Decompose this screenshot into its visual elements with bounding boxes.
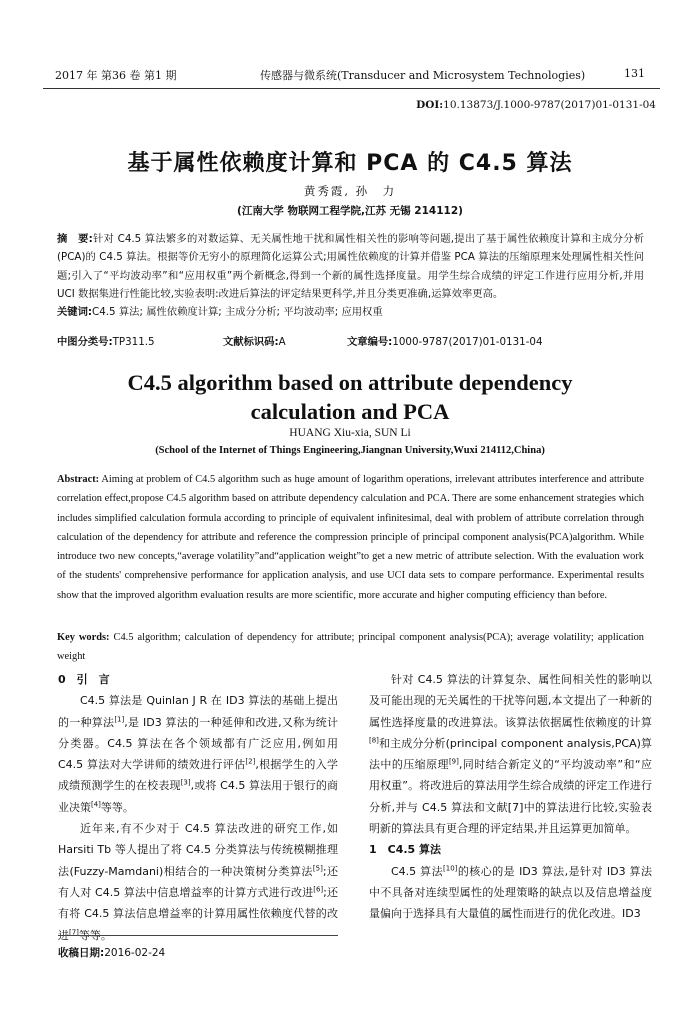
citation-7[interactable]: [7] bbox=[69, 927, 79, 936]
english-keywords-text: C4.5 algorithm; calculation of dependency for attribute; principal component analysis(PCA); average volatility; application weight bbox=[57, 632, 644, 663]
english-title-line2: calculation and PCA bbox=[250, 399, 450, 424]
page-number: 131 bbox=[624, 67, 645, 80]
chinese-title: 基于属性依赖度计算和 PCA 的 C4.5 算法 bbox=[127, 151, 573, 176]
english-title-line1: C4.5 algorithm based on attribute dependency bbox=[127, 370, 573, 395]
chinese-abstract-text: 针对 C4.5 算法繁多的对数运算、无关属性地干扰和属性相关性的影响等问题,提出了基于属性依赖度计算和主成分分析(PCA)的 C4.5 算法。根据等价无穷小的原理简化运算公式;用属性依赖度的计算并借鉴 PCA 算法的压缩原理来处理属性相关性问题;引入了“平均波动率”和“应用权重”两个新概念,得到一个新的属性选择度量。用学生综合成绩的评定工作进行应用分析,并用 UCI 数据集进行性能比较,实验表明:改进后算法的评定结果更科学,并且分类更准确,运算效率更高。 bbox=[57, 233, 644, 300]
citation-9[interactable]: [9] bbox=[448, 757, 459, 766]
english-abstract bbox=[57, 470, 644, 605]
english-abstract-text: Aiming at problem of C4.5 algorithm such as huge amount of logarithm operations, irrelevant attributes interference and attribute correlation effect,propose C4.5 algorithm based on attribute dependency calculation and PCA. There are some enhancement strategies which includes simplified calculation formula according to principle of equivalent infinitesimal, deal with problem of attribute correlation through calculation of the dependency for attribute and reference the compression principle of principal component analysis(PCA)algorithm. While introduce two new concepts,“average volatility”and“application weight”to get a new metric of attribute selection. With the evaluation work of the students' comprehensive performance for application analysis, and use UCI data sets to compare performance. Experimental results show that the improved algorithm evaluation results are more scientific, more accurate and higher computing efficiency than before. bbox=[57, 474, 644, 601]
citation-2[interactable]: [2] bbox=[245, 757, 256, 766]
received-label: 收稿日期: bbox=[58, 947, 105, 959]
chinese-abstract-label: 摘 要: bbox=[57, 233, 93, 245]
c45-paragraph-1: C4.5 算法[10]的核心的是 ID3 算法,是针对 ID3 算法中不具备对连续型属性的处理策略的缺点以及信息增益度量偏向于选择具有大量值的属性而进行的优化改进。ID3 bbox=[369, 864, 652, 921]
section-heading-c45: 1 C4.5 算法 bbox=[369, 843, 442, 857]
body-right-column bbox=[369, 669, 652, 925]
issue-info: 2017 年 第36 卷 第1 期 bbox=[55, 69, 177, 82]
doi-line bbox=[416, 99, 656, 111]
citation-6[interactable]: [6] bbox=[313, 885, 324, 894]
english-abstract-label: Abstract: bbox=[57, 474, 100, 485]
header-rule bbox=[43, 88, 660, 89]
running-header bbox=[55, 67, 645, 85]
doi-value: 10.13873/J.1000-9787(2017)01-0131-04 bbox=[443, 99, 656, 111]
received-value: 2016-02-24 bbox=[104, 947, 166, 959]
article-number: 文章编号:1000-9787(2017)01-0131-04 bbox=[347, 336, 543, 348]
chinese-keywords-label: 关键词: bbox=[57, 306, 93, 319]
citation-4[interactable]: [4] bbox=[91, 800, 101, 809]
english-authors: HUANG Xiu-xia, SUN Li bbox=[289, 427, 411, 439]
received-date bbox=[58, 945, 165, 960]
english-affiliation: (School of the Internet of Things Engineering,Jiangnan University,Wuxi 214112,China) bbox=[155, 445, 545, 456]
intro-paragraph-3: 针对 C4.5 算法的计算复杂、属性间相关性的影响以及可能出现的无关属性的干扰等问题,本文提出了一种新的属性选择度量的改进算法。该算法依据属性依赖度的计算[8]和主成分分析(principal component analysis,PCA)算法中的压缩原理[9],同时结合新定义的“平均波动率”和“应用权重”。将改进后的算法用学生综合成绩的评定工作进行分析,并与 C4.5 算法和文献[7]中的算法进行比较,实验表明新的算法具有更合理的评定结果,并且运算更加简单。 bbox=[369, 673, 652, 836]
journal-name: 传感器与微系统(Transducer and Microsystem Technologies) bbox=[260, 69, 586, 82]
document-code: 文献标识码:A bbox=[223, 336, 286, 348]
citation-10[interactable]: [10] bbox=[443, 864, 458, 873]
citation-5[interactable]: [5] bbox=[312, 864, 323, 873]
citation-8[interactable]: [8] bbox=[369, 736, 379, 745]
chinese-authors: 黄秀霞, 孙 力 bbox=[303, 184, 397, 198]
intro-paragraph-2: 近年来,有不少对于 C4.5 算法改进的研究工作,如 Harsiti Tb 等人提出了将 C4.5 分类算法与传统模糊推理法(Fuzzy-Mamdani)相结合的一种决策树分类算法[5];还有人对 C4.5 算法中信息增益率的计算方式进行改进[6];还有将 C4.5 算法信息增益率的计算用属性依赖度代替的改进[7]等等。 bbox=[58, 822, 338, 942]
english-title bbox=[0, 368, 700, 426]
body-left-column bbox=[58, 669, 338, 946]
chinese-abstract bbox=[57, 230, 644, 321]
clc-number: 中图分类号:TP311.5 bbox=[57, 336, 155, 348]
citation-1[interactable]: [1] bbox=[114, 714, 125, 723]
chinese-affiliation: (江南大学 物联网工程学院,江苏 无锡 214112) bbox=[237, 205, 463, 217]
english-keywords-label: Key words: bbox=[57, 632, 110, 643]
chinese-keywords-text: C4.5 算法; 属性依赖度计算; 主成分分析; 平均波动率; 应用权重 bbox=[92, 306, 383, 319]
footnote-rule bbox=[58, 935, 338, 936]
doi-label: DOI: bbox=[416, 99, 444, 111]
intro-paragraph-1: C4.5 算法是 Quinlan J R 在 ID3 算法的基础上提出的一种算法[1],是 ID3 算法的一种延伸和改进,又称为统计分类器。C4.5 算法在各个领域都有广泛应用,例如用 C4.5 算法对大学讲师的绩效进行评估[2],根据学生的入学成绩预测学生的在校表现[3],或将 C4.5 算法用于银行的商业决策[4]等等。 bbox=[58, 694, 339, 814]
english-keywords bbox=[57, 628, 644, 667]
citation-3[interactable]: [3] bbox=[180, 778, 191, 787]
section-heading-introduction: 0 引 言 bbox=[58, 673, 110, 686]
